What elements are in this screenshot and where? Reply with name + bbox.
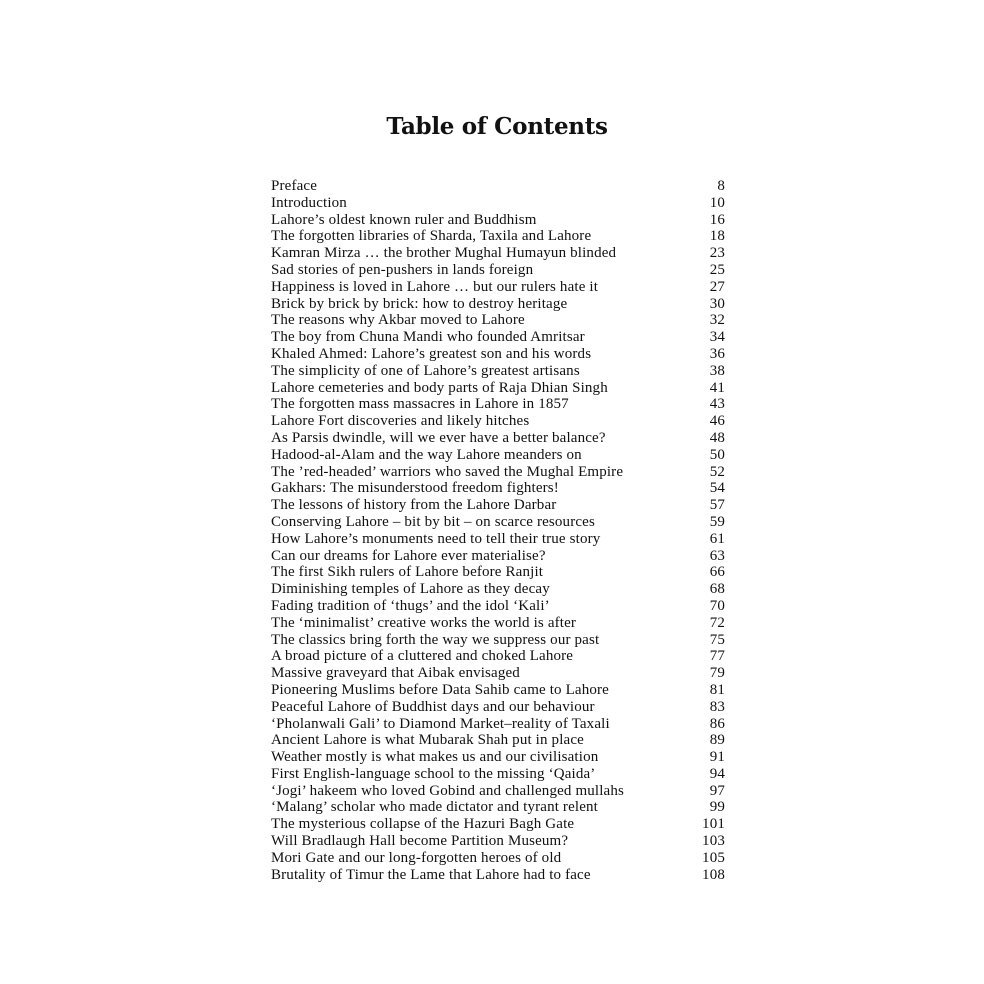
toc-entry-title: Kamran Mirza … the brother Mughal Humayun blinded [271,245,617,262]
toc-entry-page-number: 83 [709,698,725,715]
toc-entry [271,716,725,733]
toc-entry [271,296,725,313]
toc-entry-page-number: 63 [709,547,725,564]
toc-entry [271,665,725,682]
toc-entry [271,413,725,430]
toc-entry-page-number: 46 [709,413,725,430]
toc-entry [271,632,725,649]
toc-entry-page-number: 10 [709,194,725,211]
toc-entry-page-number: 8 [717,178,725,194]
toc-entry [271,564,725,581]
toc-entry-page-number: 48 [709,429,725,446]
toc-entry-page-number: 43 [709,396,725,413]
toc-entry-title: Pioneering Muslims before Data Sahib came to Lahore [271,681,609,698]
page-title: Table of Contents [386,113,608,140]
toc-entry-page-number: 68 [709,581,725,598]
toc-entry-page-number: 72 [709,614,725,631]
toc-entry-page-number: 108 [702,866,725,883]
toc-entry-page-number: 54 [709,480,725,497]
toc-entry-title: First English-language school to the missing ‘Qaida’ [271,765,596,782]
toc-entry-page-number: 79 [709,665,725,682]
toc-entry [271,783,725,800]
toc-entry-title: ‘Pholanwali Gali’ to Diamond Market–reality of Taxali [271,715,610,732]
toc-entry [271,816,725,833]
toc-entry-title: Brick by brick by brick: how to destroy heritage [271,295,568,312]
toc-entry-title: Khaled Ahmed: Lahore’s greatest son and his words [271,345,592,362]
toc-entry-page-number: 18 [709,228,725,245]
toc-entry [271,850,725,867]
toc-entry-title: Weather mostly is what makes us and our civilisation [271,749,599,766]
toc-entry-title: The forgotten mass massacres in Lahore in 1857 [271,396,569,413]
toc-entry-title: Hadood-al-Alam and the way Lahore meanders on [271,446,582,463]
toc-entry-title: Will Bradlaugh Hall become Partition Museum? [271,833,569,850]
toc-entry-title: A broad picture of a cluttered and choked Lahore [271,648,574,665]
toc-entry-title: Conserving Lahore – bit by bit – on scarce resources [271,513,595,530]
toc-entry [271,514,725,531]
table-of-contents [271,178,725,883]
toc-entry-page-number: 36 [709,345,725,362]
toc-entry [271,195,725,212]
toc-entry-title: Diminishing temples of Lahore as they decay [271,581,550,598]
toc-entry [271,648,725,665]
toc-entry-page-number: 77 [709,648,725,665]
toc-entry-page-number: 91 [709,749,725,766]
toc-entry [271,749,725,766]
toc-entry [271,228,725,245]
toc-entry-title: The reasons why Akbar moved to Lahore [271,312,525,329]
toc-entry-page-number: 38 [709,362,725,379]
toc-entry-page-number: 89 [709,732,725,749]
toc-entry [271,531,725,548]
toc-entry-title: The mysterious collapse of the Hazuri Bagh Gate [271,816,575,833]
toc-entry-page-number: 59 [709,513,725,530]
toc-entry-page-number: 41 [709,379,725,396]
toc-entry-title: ‘Malang’ scholar who made dictator and tyrant relent [271,799,598,816]
toc-entry [271,212,725,229]
toc-entry-title: The boy from Chuna Mandi who founded Amritsar [271,329,585,346]
toc-entry-page-number: 66 [709,564,725,581]
toc-entry-page-number: 16 [709,211,725,228]
toc-entry [271,699,725,716]
toc-entry-page-number: 23 [709,245,725,262]
toc-entry [271,799,725,816]
toc-entry-page-number: 61 [709,530,725,547]
toc-entry [271,245,725,262]
toc-entry-title: The first Sikh rulers of Lahore before Ranjit [271,564,544,581]
toc-entry-title: Lahore’s oldest known ruler and Buddhism [271,211,537,228]
toc-entry-title: Introduction [271,194,347,211]
toc-entry-title: Sad stories of pen-pushers in lands foreign [271,261,534,278]
toc-entry [271,380,725,397]
toc-entry-title: As Parsis dwindle, will we ever have a better balance? [271,429,606,446]
toc-entry [271,346,725,363]
toc-entry [271,615,725,632]
toc-entry-title: The simplicity of one of Lahore’s greatest artisans [271,362,580,379]
toc-entry-title: Lahore Fort discoveries and likely hitches [271,413,530,430]
toc-entry-page-number: 101 [702,816,725,833]
toc-entry-page-number: 105 [702,849,725,866]
toc-entry [271,262,725,279]
toc-entry-page-number: 30 [709,295,725,312]
toc-entry-title: Happiness is loved in Lahore … but our rulers hate it [271,278,599,295]
toc-entry-page-number: 97 [709,782,725,799]
toc-entry-page-number: 75 [709,631,725,648]
toc-entry-title: ‘Jogi’ hakeem who loved Gobind and challenged mullahs [271,782,625,799]
toc-entry [271,497,725,514]
toc-entry [271,464,725,481]
toc-entry-title: Brutality of Timur the Lame that Lahore had to face [271,866,591,883]
toc-entry-page-number: 57 [709,497,725,514]
toc-entry-page-number: 99 [709,799,725,816]
toc-entry-page-number: 81 [709,681,725,698]
toc-entry [271,447,725,464]
toc-entry-title: Massive graveyard that Aibak envisaged [271,665,520,682]
toc-entry-title: The ’red-headed’ warriors who saved the Mughal Empire [271,463,624,480]
toc-entry [271,732,725,749]
toc-entry-title: Mori Gate and our long-forgotten heroes of old [271,849,562,866]
toc-entry-title: Fading tradition of ‘thugs’ and the idol ‘Kali’ [271,597,550,614]
toc-entry-title: Lahore cemeteries and body parts of Raja Dhian Singh [271,379,608,396]
toc-entry-title: Peaceful Lahore of Buddhist days and our behaviour [271,698,595,715]
toc-entry-page-number: 70 [709,597,725,614]
toc-entry-title: The ‘minimalist’ creative works the world is after [271,614,577,631]
toc-entry [271,581,725,598]
toc-entry-page-number: 86 [709,715,725,732]
toc-entry-page-number: 34 [709,329,725,346]
toc-entry-title: Gakhars: The misunderstood freedom fighters! [271,480,559,497]
toc-entry [271,833,725,850]
toc-entry-page-number: 25 [709,261,725,278]
toc-entry-title: How Lahore’s monuments need to tell their true story [271,530,601,547]
toc-entry-title: The forgotten libraries of Sharda, Taxila and Lahore [271,228,592,245]
toc-entry [271,396,725,413]
toc-entry-page-number: 52 [709,463,725,480]
toc-entry-title: The lessons of history from the Lahore Darbar [271,497,557,514]
toc-entry-page-number: 50 [709,446,725,463]
toc-entry [271,682,725,699]
toc-entry [271,480,725,497]
toc-entry [271,766,725,783]
toc-entry [271,867,725,884]
toc-entry-page-number: 103 [702,833,725,850]
toc-entry [271,329,725,346]
toc-entry [271,548,725,565]
toc-entry-title: Can our dreams for Lahore ever materialise? [271,547,546,564]
toc-entry [271,430,725,447]
toc-entry-page-number: 32 [709,312,725,329]
toc-entry [271,363,725,380]
toc-entry [271,279,725,296]
toc-entry-title: The classics bring forth the way we suppress our past [271,631,600,648]
toc-entry-title: Preface [271,178,318,194]
toc-entry [271,312,725,329]
toc-entry-page-number: 27 [709,278,725,295]
toc-entry-title: Ancient Lahore is what Mubarak Shah put in place [271,732,584,749]
toc-entry [271,178,725,195]
toc-entry-page-number: 94 [709,765,725,782]
toc-entry [271,598,725,615]
